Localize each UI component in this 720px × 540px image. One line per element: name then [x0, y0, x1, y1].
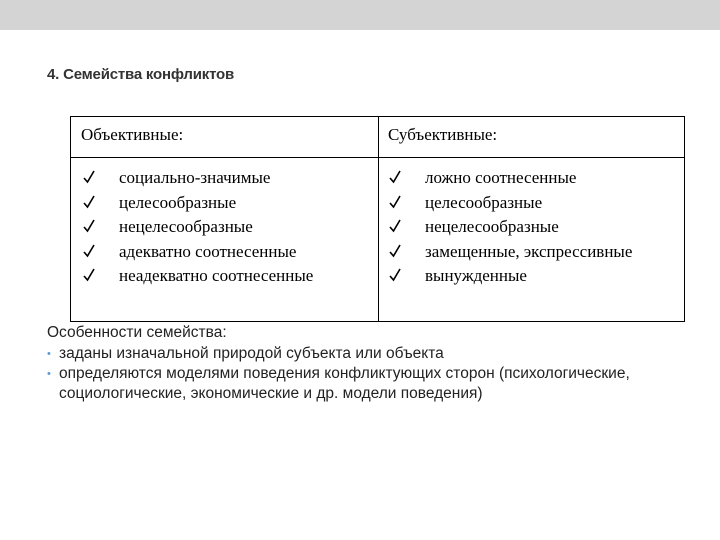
bullet-icon: • [47, 348, 51, 360]
list-item-label: целесообразные [425, 192, 543, 212]
checkmark-icon [83, 195, 95, 209]
subjective-header: Субъективные: [388, 125, 498, 144]
checkmark-icon [389, 219, 401, 233]
list-item-label: адекватно соотнесенные [119, 241, 297, 261]
features-heading: Особенности семейства: [47, 324, 227, 341]
list-item [81, 264, 313, 289]
features-section [47, 322, 707, 404]
bullet-icon: • [47, 368, 51, 380]
list-item-label: ложно соотнесенные [425, 168, 577, 187]
feature-text: заданы изначальной природой субъекта или объекта [59, 345, 444, 362]
checkmark-icon [389, 244, 401, 258]
list-item-label: социально-значимые [119, 168, 271, 187]
list-item [81, 240, 313, 265]
list-item [47, 344, 707, 364]
checkmark-icon [389, 268, 401, 282]
list-item [81, 215, 313, 240]
list-item [81, 191, 313, 216]
subjective-list [387, 166, 632, 289]
top-bar [0, 0, 720, 30]
list-item [387, 264, 632, 289]
slide-title: 4. Семейства конфликтов [47, 66, 235, 83]
feature-text: определяются моделями поведения конфликтующих сторон (психологические, социологические, экономические и др. модели поведения) [59, 365, 630, 402]
list-item [387, 166, 632, 191]
header-divider [71, 157, 684, 158]
list-item [387, 240, 632, 265]
checkmark-icon [83, 219, 95, 233]
list-item-label: замещенные, экспрессивные [425, 241, 633, 261]
checkmark-icon [389, 170, 401, 184]
list-item [387, 191, 632, 216]
list-item-label: нецелесообразные [425, 217, 559, 236]
list-item-label: нецелесообразные [119, 217, 253, 236]
features-list [47, 344, 707, 404]
checkmark-icon [83, 268, 95, 282]
objective-header: Объективные: [81, 125, 184, 144]
checkmark-icon [83, 244, 95, 258]
list-item-label: вынужденные [425, 266, 527, 285]
objective-list [81, 166, 313, 289]
families-table [70, 116, 685, 322]
list-item [47, 364, 707, 404]
list-item [387, 215, 632, 240]
column-divider [378, 117, 379, 321]
list-item-label: целесообразные [119, 192, 237, 212]
checkmark-icon [83, 170, 95, 184]
list-item [81, 166, 313, 191]
checkmark-icon [389, 195, 401, 209]
list-item-label: неадекватно соотнесенные [119, 266, 314, 285]
